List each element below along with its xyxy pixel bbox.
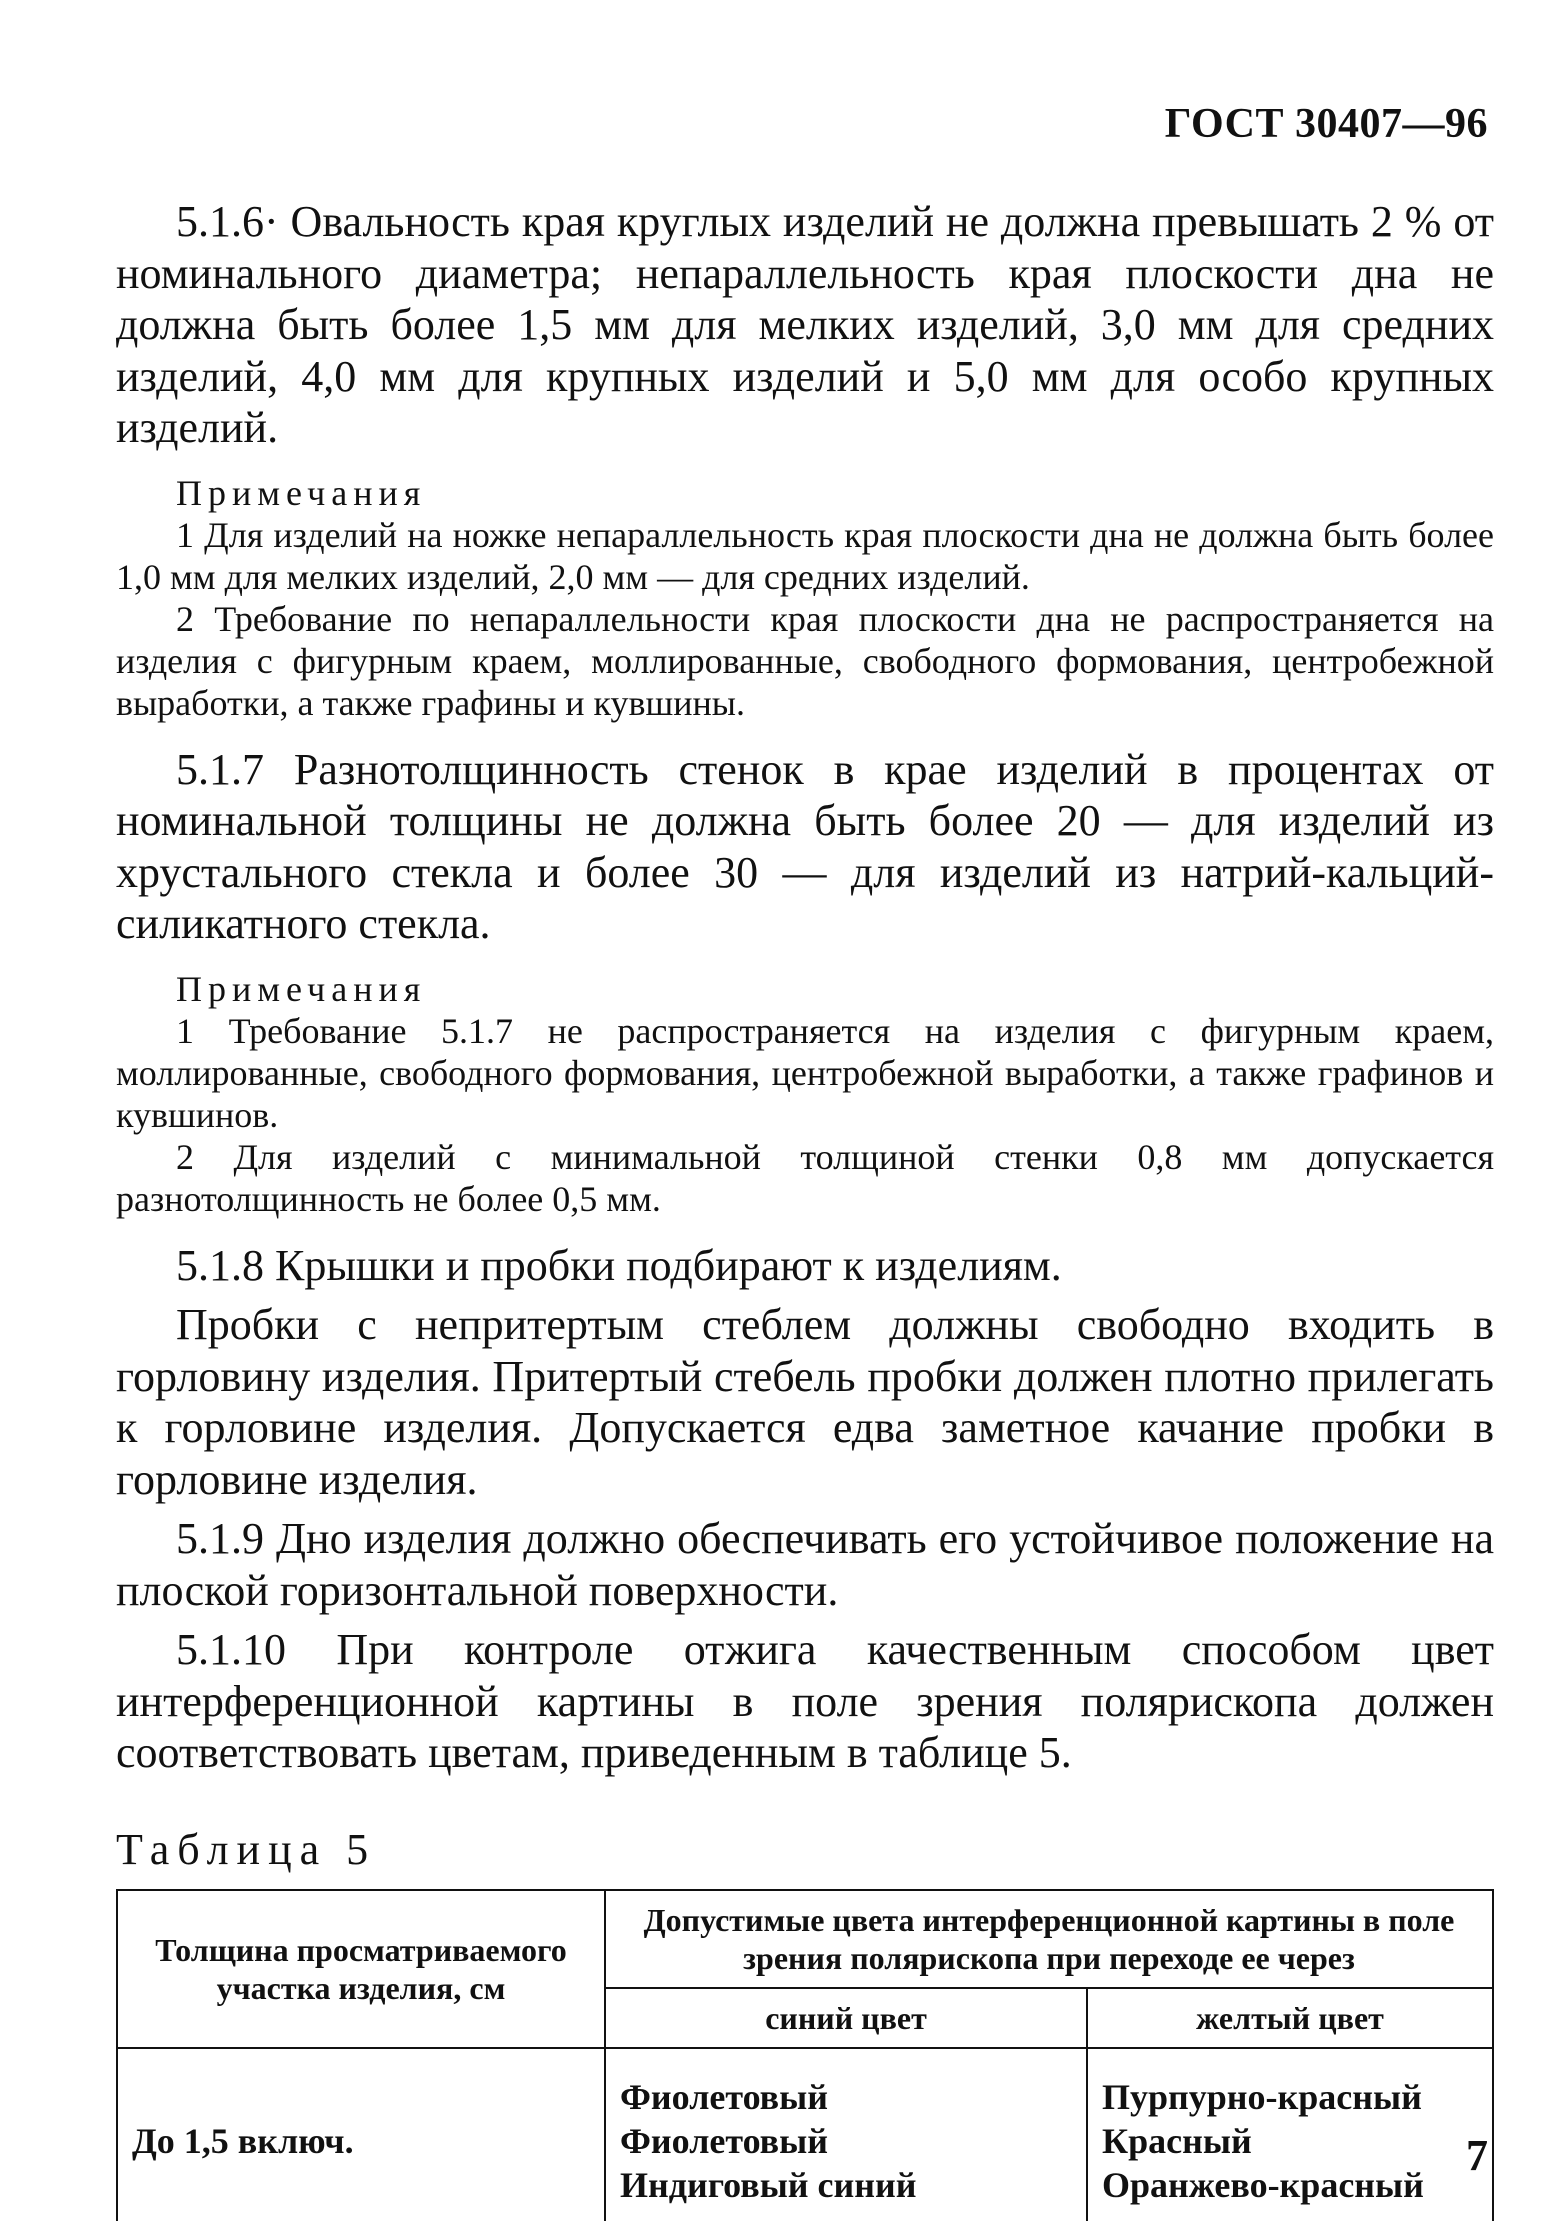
table-caption: Таблица 5 (116, 1824, 377, 1874)
clause-5-1-6: 5.1.6· Овальность края круглых изделий не должна превышать 2 % от номинального диаметра; непараллельность края плоскости дна не должна быть более 1,5 мм для мелких изделий, 3,0 мм для средних изделий, 4,0 мм для крупных изделий и 5,0 мм для особо крупных изделий. (116, 197, 1494, 452)
cell-blue-colors: Фиолетовый Фиолетовый Индиговый синий (605, 2048, 1087, 2221)
standard-header: ГОСТ 30407—96 (1164, 101, 1488, 147)
table-row (117, 2048, 1493, 2221)
col-header-group: Допустимые цвета интерференционной картины в поле зрения полярископа при переходе ее через (605, 1890, 1493, 1988)
note-2-2: 2 Для изделий с минимальной толщиной стенки 0,8 мм допускается разнотолщинность не более 0,5 мм. (116, 1136, 1494, 1219)
col-header-yellow: желтый цвет (1087, 1988, 1493, 2048)
note-1-1: 1 Для изделий на ножке непараллельность края плоскости дна не должна быть более 1,0 мм для мелких изделий, 2,0 мм — для средних изделий. (116, 514, 1494, 597)
cell-yellow-colors: Пурпурно-красный Красный Оранжево-красный (1087, 2048, 1493, 2221)
clause-5-1-8: 5.1.8 Крышки и пробки подбирают к изделиям. (176, 1240, 1062, 1290)
col-header-blue: синий цвет (605, 1988, 1087, 2048)
page-content (116, 196, 1494, 2221)
notes-title-2: Примечания (176, 968, 427, 1009)
cell-thickness: До 1,5 включ. (117, 2048, 605, 2221)
notes-title-1: Примечания (176, 472, 427, 513)
clause-5-1-8-continuation: Пробки с непритертым стеблем должны свободно входить в горловину изделия. Притертый стебель пробки должен плотно прилегать к горловине изделия. Допускается едва заметное качание пробки в горловине изделия. (116, 1300, 1494, 1504)
col-header-thickness: Толщина просматриваемого участка изделия, см (117, 1890, 605, 2048)
clause-5-1-10: 5.1.10 При контроле отжига качественным способом цвет интерференционной картины в поле зрения полярископа должен соответствовать цветам, приведенным в таблице 5. (116, 1625, 1494, 1777)
clause-5-1-9: 5.1.9 Дно изделия должно обеспечивать его устойчивое положение на плоской горизонтальной поверхности. (116, 1514, 1494, 1615)
note-1-2: 2 Требование по непараллельности края плоскости дна не распространяется на изделия с фигурным краем, моллированные, свободного формования, центробежной выработки, а также графины и кувшины. (116, 598, 1494, 723)
clause-5-1-7: 5.1.7 Разнотолщинность стенок в крае изделий в процентах от номинальной толщины не должна быть более 20 — для изделий из хрустального стекла и более 30 — для изделий из натрий-кальций-силикатного стекла. (116, 744, 1494, 948)
page-number: 7 (1466, 2131, 1488, 2180)
table-5 (116, 1889, 1494, 2221)
note-2-1: 1 Требование 5.1.7 не распространяется на изделия с фигурным краем, моллированные, свободного формования, центробежной выработки, а также графинов и кувшинов. (116, 1010, 1494, 1135)
